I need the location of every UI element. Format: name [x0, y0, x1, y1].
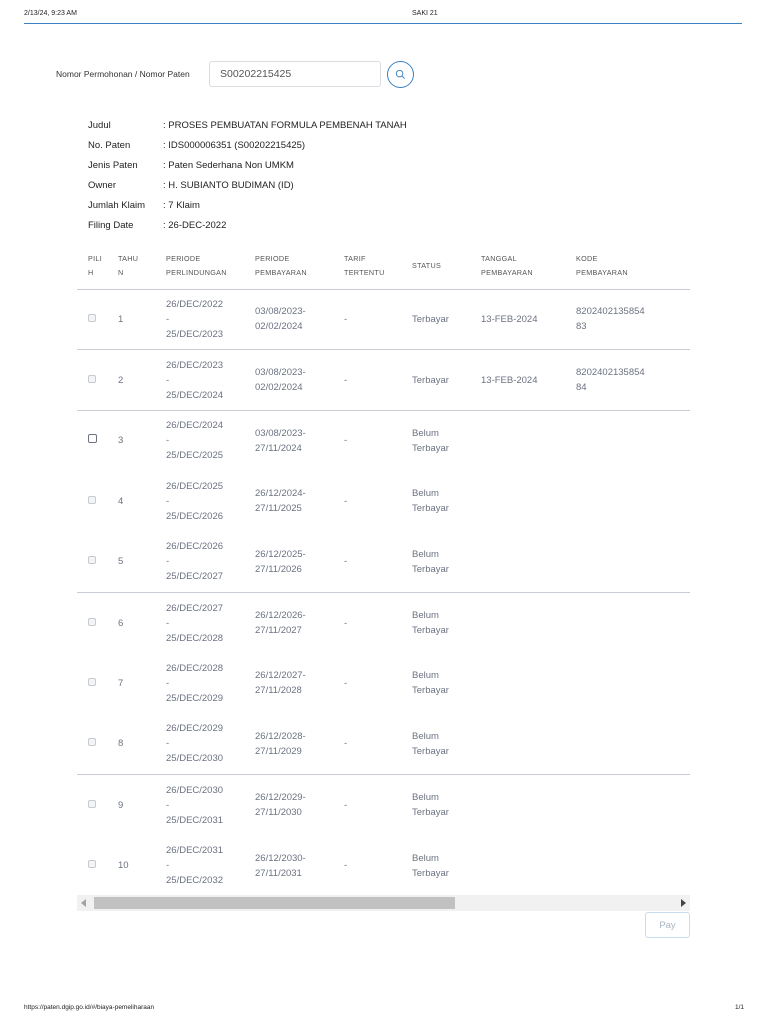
- row-select-checkbox[interactable]: [88, 496, 96, 504]
- protection-separator: -: [166, 313, 170, 325]
- protection-start: 26/DEC/2024: [166, 420, 224, 432]
- protection-start: 26/DEC/2025: [166, 480, 224, 492]
- year-value: 1: [118, 313, 124, 325]
- protection-start: 26/DEC/2027: [166, 602, 224, 614]
- table-row: [77, 835, 690, 895]
- cell-tahun: [118, 532, 166, 593]
- payment-end: 27/11/2029: [255, 745, 302, 757]
- status-line-2: Terbayar: [412, 625, 449, 637]
- status-line-1: Belum: [412, 792, 439, 804]
- search-input-value: S00202215425: [220, 68, 292, 80]
- tarif-value: -: [344, 617, 348, 629]
- fee-table-container: [77, 244, 690, 895]
- cell-kode: [576, 835, 690, 895]
- col-header-pilih: PILI H: [88, 254, 102, 278]
- cell-tahun: [118, 714, 166, 775]
- header-divider: [24, 23, 742, 24]
- info-row: [88, 195, 407, 215]
- protection-separator: -: [166, 860, 170, 872]
- payment-start: 26/12/2027-: [255, 670, 306, 682]
- print-datetime: 2/13/24, 9:23 AM: [24, 10, 77, 17]
- status-line-2: Terbayar: [412, 745, 449, 757]
- year-value: 9: [118, 799, 124, 811]
- cell-tahun: [118, 350, 166, 411]
- year-value: 6: [118, 617, 124, 629]
- cell-periode-pembayaran: [255, 714, 344, 775]
- patent-info: [88, 115, 407, 235]
- table-header-row: [77, 244, 690, 289]
- payment-code-line-2: 84: [576, 382, 587, 394]
- cell-tahun: [118, 653, 166, 714]
- cell-pilih: [77, 775, 118, 836]
- status-line-2: Terbayar: [412, 807, 449, 819]
- row-select-checkbox[interactable]: [88, 678, 96, 686]
- info-value: : IDS000006351 (S00202215425): [163, 139, 306, 151]
- cell-kode: [576, 410, 690, 471]
- status-line-2: Terbayar: [412, 685, 449, 697]
- info-row: [88, 175, 407, 195]
- cell-tanggal: [481, 289, 576, 350]
- status-line-1: Terbayar: [412, 313, 449, 325]
- col-header-tanggal: TANGGAL PEMBAYARAN: [481, 254, 533, 278]
- cell-tanggal: [481, 592, 576, 653]
- tarif-value: -: [344, 435, 348, 447]
- cell-periode-pembayaran: [255, 350, 344, 411]
- year-value: 2: [118, 374, 124, 386]
- cell-tanggal: [481, 350, 576, 411]
- cell-periode-pembayaran: [255, 471, 344, 532]
- protection-end: 25/DEC/2028: [166, 632, 224, 644]
- protection-end: 25/DEC/2024: [166, 389, 224, 401]
- payment-end: 27/11/2030: [255, 807, 302, 819]
- payment-start: 03/08/2023-: [255, 367, 306, 379]
- protection-end: 25/DEC/2030: [166, 753, 224, 765]
- cell-tanggal: [481, 775, 576, 836]
- status-line-1: Belum: [412, 610, 439, 622]
- tarif-value: -: [344, 799, 348, 811]
- cell-periode-pembayaran: [255, 592, 344, 653]
- status-line-1: Belum: [412, 488, 439, 500]
- protection-start: 26/DEC/2031: [166, 845, 224, 857]
- scroll-left-arrow-icon[interactable]: [81, 899, 86, 907]
- cell-status: [412, 350, 481, 411]
- cell-periode-perlindungan: [166, 592, 255, 653]
- col-header-periode-perlindungan: PERIODE PERLINDUNGAN: [166, 254, 227, 278]
- info-label: Jenis Paten: [88, 159, 138, 171]
- payment-date: 13-FEB-2024: [481, 374, 538, 386]
- year-value: 10: [118, 860, 129, 872]
- print-page-title: SAKI 21: [412, 10, 438, 17]
- cell-tanggal: [481, 471, 576, 532]
- info-label: No. Paten: [88, 139, 131, 151]
- protection-end: 25/DEC/2025: [166, 450, 224, 462]
- info-row: [88, 215, 407, 235]
- col-header-status: STATUS: [412, 261, 442, 271]
- payment-start: 03/08/2023-: [255, 306, 306, 318]
- cell-periode-perlindungan: [166, 653, 255, 714]
- table-row: [77, 471, 690, 532]
- cell-kode: [576, 653, 690, 714]
- info-label: Judul: [88, 119, 111, 131]
- search-icon: [395, 69, 406, 80]
- protection-start: 26/DEC/2029: [166, 723, 224, 735]
- scrollbar-thumb[interactable]: [94, 897, 455, 909]
- col-header-tarif: TARIF TERTENTU: [344, 254, 385, 278]
- col-header-tahun: TAHU N: [118, 254, 139, 278]
- cell-pilih: [77, 835, 118, 895]
- protection-separator: -: [166, 617, 170, 629]
- cell-periode-pembayaran: [255, 775, 344, 836]
- payment-code-line-2: 83: [576, 321, 587, 333]
- cell-tarif: [344, 775, 412, 836]
- cell-periode-perlindungan: [166, 350, 255, 411]
- cell-pilih: [77, 350, 118, 411]
- payment-start: 26/12/2029-: [255, 792, 306, 804]
- cell-tahun: [118, 471, 166, 532]
- year-value: 7: [118, 677, 124, 689]
- protection-end: 25/DEC/2023: [166, 328, 224, 340]
- table-row: [77, 532, 690, 593]
- info-value: : 7 Klaim: [163, 199, 200, 211]
- payment-code-line-1: 8202402135854: [576, 306, 645, 318]
- cell-kode: [576, 289, 690, 350]
- status-line-2: Terbayar: [412, 503, 449, 515]
- payment-end: 27/11/2024: [255, 442, 302, 454]
- cell-tanggal: [481, 410, 576, 471]
- protection-end: 25/DEC/2031: [166, 814, 224, 826]
- cell-kode: [576, 471, 690, 532]
- payment-end: 02/02/2024: [255, 382, 303, 394]
- protection-start: 26/DEC/2026: [166, 541, 224, 553]
- info-row: [88, 135, 407, 155]
- table-row: [77, 289, 690, 350]
- cell-tarif: [344, 592, 412, 653]
- status-line-2: Terbayar: [412, 867, 449, 879]
- protection-separator: -: [166, 799, 170, 811]
- cell-periode-perlindungan: [166, 289, 255, 350]
- cell-periode-perlindungan: [166, 714, 255, 775]
- protection-end: 25/DEC/2029: [166, 692, 224, 704]
- cell-tanggal: [481, 532, 576, 593]
- payment-start: 26/12/2026-: [255, 610, 306, 622]
- cell-tahun: [118, 410, 166, 471]
- cell-periode-pembayaran: [255, 653, 344, 714]
- info-row: [88, 155, 407, 175]
- cell-kode: [576, 592, 690, 653]
- tarif-value: -: [344, 374, 348, 386]
- payment-end: 27/11/2026: [255, 563, 302, 575]
- cell-status: [412, 410, 481, 471]
- info-value: : H. SUBIANTO BUDIMAN (ID): [163, 179, 294, 191]
- payment-start: 26/12/2028-: [255, 730, 306, 742]
- cell-pilih: [77, 410, 118, 471]
- cell-status: [412, 835, 481, 895]
- row-select-checkbox[interactable]: [88, 618, 96, 626]
- print-header: [24, 10, 744, 24]
- table-row: [77, 714, 690, 775]
- cell-tarif: [344, 532, 412, 593]
- col-header-kode: KODE PEMBAYARAN: [576, 254, 628, 278]
- cell-tahun: [118, 592, 166, 653]
- search-input[interactable]: [209, 61, 381, 87]
- cell-periode-pembayaran: [255, 835, 344, 895]
- cell-tanggal: [481, 714, 576, 775]
- protection-separator: -: [166, 738, 170, 750]
- cell-tarif: [344, 714, 412, 775]
- status-line-1: Terbayar: [412, 374, 449, 386]
- table-row: [77, 653, 690, 714]
- cell-pilih: [77, 289, 118, 350]
- cell-tarif: [344, 289, 412, 350]
- payment-code-line-1: 8202402135854: [576, 367, 645, 379]
- cell-periode-perlindungan: [166, 835, 255, 895]
- cell-status: [412, 714, 481, 775]
- tarif-value: -: [344, 313, 348, 325]
- payment-end: 27/11/2028: [255, 685, 302, 697]
- cell-tanggal: [481, 653, 576, 714]
- payment-end: 27/11/2027: [255, 625, 302, 637]
- status-line-1: Belum: [412, 427, 439, 439]
- cell-pilih: [77, 592, 118, 653]
- tarif-value: -: [344, 677, 348, 689]
- cell-status: [412, 471, 481, 532]
- cell-periode-perlindungan: [166, 775, 255, 836]
- cell-tarif: [344, 410, 412, 471]
- row-select-checkbox[interactable]: [88, 556, 96, 564]
- cell-periode-perlindungan: [166, 410, 255, 471]
- protection-start: 26/DEC/2023: [166, 359, 224, 371]
- year-value: 8: [118, 738, 124, 750]
- info-label: Jumlah Klaim: [88, 199, 146, 211]
- print-page-number: 1/1: [734, 1004, 744, 1011]
- protection-separator: -: [166, 495, 170, 507]
- status-line-2: Terbayar: [412, 442, 449, 454]
- cell-periode-perlindungan: [166, 471, 255, 532]
- scroll-right-arrow-icon[interactable]: [681, 899, 686, 907]
- cell-pilih: [77, 532, 118, 593]
- payment-date: 13-FEB-2024: [481, 313, 538, 325]
- cell-periode-pembayaran: [255, 289, 344, 350]
- payment-start: 26/12/2025-: [255, 548, 306, 560]
- pay-button[interactable]: Pay: [645, 912, 690, 938]
- table-row: [77, 775, 690, 836]
- info-label: Filing Date: [88, 219, 134, 231]
- payment-start: 26/12/2030-: [255, 852, 306, 864]
- info-value: : PROSES PEMBUATAN FORMULA PEMBENAH TANAH: [163, 119, 407, 131]
- search-label: Nomor Permohonan / Nomor Paten: [56, 69, 190, 79]
- protection-start: 26/DEC/2022: [166, 298, 224, 310]
- tarif-value: -: [344, 860, 348, 872]
- cell-status: [412, 289, 481, 350]
- cell-tarif: [344, 653, 412, 714]
- print-url: https://paten.dgip.go.id/#/biaya-pemeliharaan: [24, 1004, 155, 1011]
- protection-end: 25/DEC/2032: [166, 875, 224, 887]
- cell-tarif: [344, 835, 412, 895]
- year-value: 5: [118, 556, 124, 568]
- cell-pilih: [77, 653, 118, 714]
- cell-pilih: [77, 471, 118, 532]
- cell-periode-perlindungan: [166, 532, 255, 593]
- cell-kode: [576, 714, 690, 775]
- protection-separator: -: [166, 556, 170, 568]
- cell-status: [412, 592, 481, 653]
- protection-start: 26/DEC/2030: [166, 784, 224, 796]
- payment-end: 02/02/2024: [255, 321, 303, 333]
- status-line-1: Belum: [412, 730, 439, 742]
- table-row: [77, 350, 690, 411]
- table-row: [77, 410, 690, 471]
- info-value: : 26-DEC-2022: [163, 219, 227, 231]
- cell-status: [412, 775, 481, 836]
- tarif-value: -: [344, 738, 348, 750]
- fee-table: [77, 244, 690, 895]
- search-bar: [56, 60, 414, 88]
- cell-pilih: [77, 714, 118, 775]
- row-select-checkbox[interactable]: [88, 314, 96, 322]
- status-line-1: Belum: [412, 852, 439, 864]
- cell-tarif: [344, 471, 412, 532]
- cell-tahun: [118, 775, 166, 836]
- info-row: [88, 115, 407, 135]
- info-label: Owner: [88, 179, 116, 191]
- cell-periode-pembayaran: [255, 532, 344, 593]
- payment-start: 26/12/2024-: [255, 488, 306, 500]
- protection-separator: -: [166, 435, 170, 447]
- cell-tanggal: [481, 835, 576, 895]
- cell-tahun: [118, 289, 166, 350]
- row-select-checkbox[interactable]: [88, 860, 96, 868]
- row-select-checkbox[interactable]: [88, 375, 96, 383]
- tarif-value: -: [344, 556, 348, 568]
- cell-tahun: [118, 835, 166, 895]
- row-select-checkbox[interactable]: [88, 800, 96, 808]
- protection-separator: -: [166, 374, 170, 386]
- year-value: 3: [118, 435, 124, 447]
- tarif-value: -: [344, 495, 348, 507]
- status-line-1: Belum: [412, 670, 439, 682]
- info-value: : Paten Sederhana Non UMKM: [163, 159, 294, 171]
- status-line-1: Belum: [412, 548, 439, 560]
- payment-end: 27/11/2031: [255, 867, 302, 879]
- cell-status: [412, 653, 481, 714]
- row-select-checkbox[interactable]: [88, 434, 97, 443]
- year-value: 4: [118, 495, 124, 507]
- protection-start: 26/DEC/2028: [166, 662, 224, 674]
- protection-end: 25/DEC/2027: [166, 571, 224, 583]
- cell-kode: [576, 775, 690, 836]
- payment-end: 27/11/2025: [255, 503, 302, 515]
- cell-status: [412, 532, 481, 593]
- protection-end: 25/DEC/2026: [166, 510, 224, 522]
- cell-tarif: [344, 350, 412, 411]
- horizontal-scrollbar[interactable]: [77, 895, 690, 911]
- table-row: [77, 592, 690, 653]
- cell-kode: [576, 350, 690, 411]
- cell-kode: [576, 532, 690, 593]
- col-header-periode-pembayaran: PERIODE PEMBAYARAN: [255, 254, 307, 278]
- search-button[interactable]: [387, 61, 414, 88]
- payment-start: 03/08/2023-: [255, 427, 306, 439]
- protection-separator: -: [166, 677, 170, 689]
- row-select-checkbox[interactable]: [88, 738, 96, 746]
- cell-periode-pembayaran: [255, 410, 344, 471]
- status-line-2: Terbayar: [412, 563, 449, 575]
